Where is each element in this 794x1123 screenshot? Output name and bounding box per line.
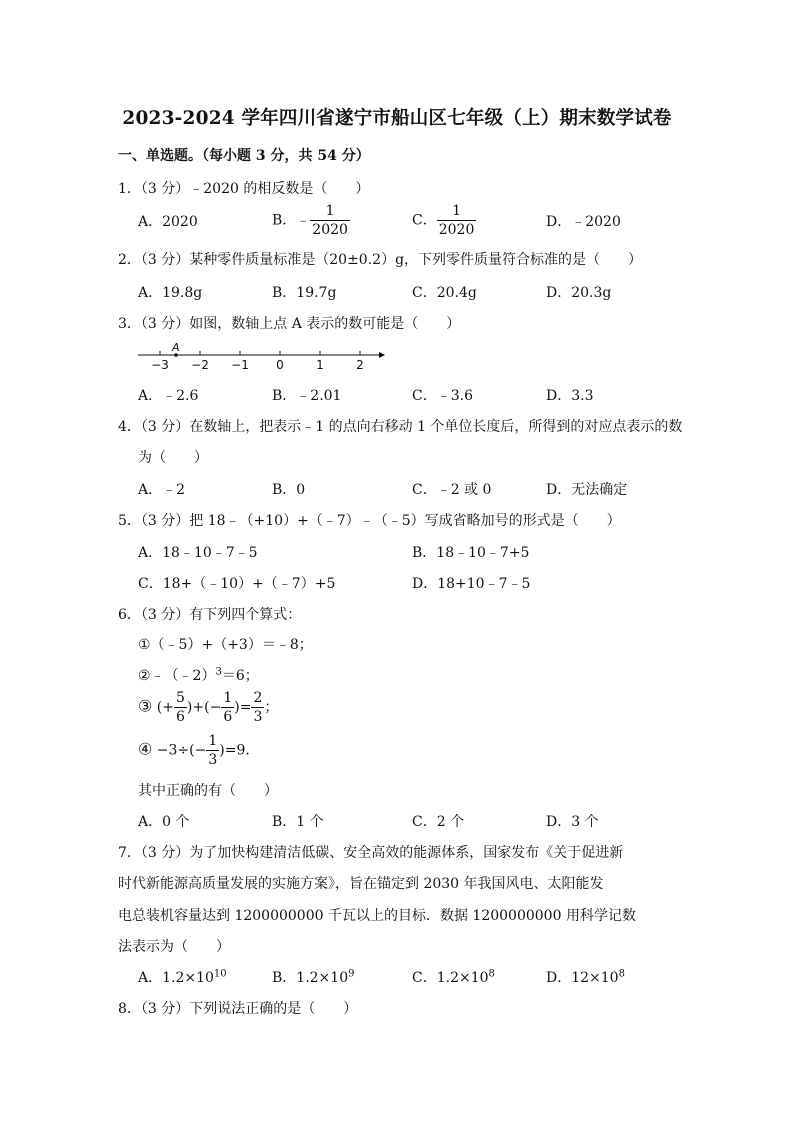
q4-option-a: A．﹣2 bbox=[138, 482, 186, 498]
number-line-tick-label: −1 bbox=[231, 358, 249, 372]
q6-option-b: B．1 个 bbox=[272, 814, 324, 830]
q7-option-b bbox=[272, 967, 354, 987]
q6-f4-prefix: −3÷(− bbox=[156, 742, 207, 759]
q4-option-b: B．0 bbox=[272, 482, 306, 498]
q6-f3-b-den: 6 bbox=[223, 709, 233, 725]
q6-f2-main: ②﹣（﹣2） bbox=[138, 668, 216, 684]
q7-c-base: C．1.2×10 bbox=[412, 970, 489, 986]
question-7-line-2: 时代新能源高质量发展的实施方案》，旨在锚定到 2030 年我国风电、太阳能发 bbox=[118, 876, 604, 892]
q5-option-c: C．18+（﹣10）+（﹣7）+5 bbox=[138, 576, 336, 592]
q1-b-prefix: B．﹣ bbox=[272, 212, 311, 229]
q6-option-d: D．3 个 bbox=[546, 814, 599, 830]
q6-f2-exponent: 3 bbox=[215, 666, 222, 678]
number-line-ticks bbox=[160, 351, 360, 355]
number-line-tick-label: −3 bbox=[151, 358, 169, 372]
q5-option-d: D．18+10﹣7﹣5 bbox=[412, 576, 531, 592]
q2-option-c: C．20.4g bbox=[412, 285, 477, 301]
number-line-tick-label: −2 bbox=[191, 358, 209, 372]
q3-option-c: C．﹣3.6 bbox=[412, 388, 473, 404]
q6-f3-a-den: 6 bbox=[176, 709, 185, 725]
number-line-arrow bbox=[379, 352, 385, 358]
question-4-line-1: 4．（3 分）在数轴上，把表示﹣1 的点向右移动 1 个单位长度后，所得到的对应点表示的数 bbox=[118, 419, 683, 435]
q1-option-a: A．2020 bbox=[138, 214, 198, 230]
q6-f4-fraction bbox=[206, 734, 219, 767]
q1-b-fraction bbox=[310, 204, 350, 237]
q6-f3-fraction-b bbox=[221, 691, 234, 724]
q5-option-a: A．18﹣10﹣7﹣5 bbox=[138, 545, 258, 561]
q6-formula-2 bbox=[138, 665, 259, 685]
number-line-tick-label: 0 bbox=[276, 358, 284, 372]
q3-option-a: A．﹣2.6 bbox=[138, 388, 199, 404]
q6-f3-marker: ③ bbox=[138, 696, 153, 716]
q6-f3-c-den: 3 bbox=[253, 709, 263, 725]
question-7-line-3: 电总装机容量达到 1200000000 千瓦以上的目标．数据 1200000000 用科学记数 bbox=[118, 908, 636, 924]
q1-c-fraction bbox=[437, 204, 477, 237]
q7-option-d bbox=[546, 967, 625, 987]
q1-option-d: D．﹣2020 bbox=[546, 214, 621, 230]
q1-c-prefix: C． bbox=[412, 212, 437, 229]
point-a-label: A bbox=[172, 341, 180, 354]
q6-f3-open: (+ bbox=[156, 699, 174, 716]
q7-b-exp: 9 bbox=[348, 968, 355, 980]
q1-b-denominator: 2020 bbox=[312, 222, 348, 238]
number-line-tick-label: 2 bbox=[356, 358, 364, 372]
q1-b-numerator: 1 bbox=[325, 203, 335, 219]
question-4-line-2: 为（ ） bbox=[138, 450, 208, 466]
question-3: 3．（3 分）如图，数轴上点 A 表示的数可能是（ ） bbox=[118, 316, 461, 332]
q6-f3-c-num: 2 bbox=[253, 690, 263, 706]
q6-formula-1: ①（﹣5）+（+3）＝﹣8； bbox=[138, 637, 313, 653]
question-7-line-4: 法表示为（ ） bbox=[118, 939, 230, 955]
q6-formula-4 bbox=[138, 734, 259, 767]
section-heading: 一、单选题。（每小题 3 分，共 54 分） bbox=[118, 148, 370, 164]
question-1: 1．（3 分）﹣2020 的相反数是（ ） bbox=[118, 181, 370, 197]
q2-option-b: B．19.7g bbox=[272, 285, 337, 301]
q6-f4-marker: ④ bbox=[138, 739, 153, 759]
q7-d-base: D．12×10 bbox=[546, 970, 619, 986]
q4-option-c: C．﹣2 或 0 bbox=[412, 482, 492, 498]
q6-formula-3 bbox=[138, 691, 278, 724]
q6-question: 其中正确的有（ ） bbox=[138, 783, 278, 799]
question-7-line-1: 7．（3 分）为了加快构建清洁低碳、安全高效的能源体系，国家发布《关于促进新 bbox=[118, 845, 624, 861]
q2-option-a: A．19.8g bbox=[138, 285, 203, 301]
q6-f4-end: )=9． bbox=[219, 742, 260, 759]
question-6: 6．（3 分）有下列四个算式： bbox=[118, 607, 302, 623]
q1-option-b bbox=[272, 204, 350, 237]
q1-option-c bbox=[412, 204, 476, 237]
q6-option-a: A．0 个 bbox=[138, 814, 190, 830]
q6-f4-num: 1 bbox=[208, 733, 218, 749]
question-8: 8．（3 分）下列说法正确的是（ ） bbox=[118, 1001, 358, 1017]
q7-a-base: A．1.2×10 bbox=[138, 970, 214, 986]
q6-f3-eq: )= bbox=[234, 699, 252, 716]
q6-f3-fraction-c bbox=[251, 691, 264, 724]
number-line-figure bbox=[135, 338, 390, 372]
number-line-tick-labels bbox=[151, 358, 364, 372]
q7-a-exp: 10 bbox=[213, 968, 227, 980]
q6-f3-end: ； bbox=[264, 699, 279, 716]
q1-c-numerator: 1 bbox=[452, 203, 461, 219]
page-title: 2023-2024 学年四川省遂宁市船山区七年级（上）期末数学试卷 bbox=[122, 108, 672, 129]
q7-option-a bbox=[138, 967, 227, 987]
q4-option-d: D．无法确定 bbox=[546, 482, 628, 498]
q7-b-base: B．1.2×10 bbox=[272, 970, 349, 986]
q7-c-exp: 8 bbox=[488, 968, 495, 980]
q6-f4-den: 3 bbox=[208, 752, 218, 768]
q6-f3-b-num: 1 bbox=[223, 690, 233, 706]
q3-option-b: B．﹣2.01 bbox=[272, 388, 342, 404]
q6-option-c: C．2 个 bbox=[412, 814, 465, 830]
q6-f3-fraction-a bbox=[174, 691, 187, 724]
number-line-tick-label: 1 bbox=[316, 358, 324, 372]
q6-f3-a-num: 5 bbox=[176, 690, 185, 706]
q6-f3-mid: )+(− bbox=[186, 699, 222, 716]
q1-c-denominator: 2020 bbox=[438, 222, 475, 238]
question-5: 5．（3 分）把 18﹣（+10）+（﹣7）﹣（﹣5）写成省略加号的形式是（ ） bbox=[118, 513, 621, 529]
question-2: 2．（3 分）某种零件质量标准是（20±0.2）g，下列零件质量符合标准的是（ ） bbox=[118, 252, 643, 268]
q7-option-c bbox=[412, 967, 495, 987]
q2-option-d: D．20.3g bbox=[546, 285, 612, 301]
q6-f2-tail: ＝6； bbox=[221, 668, 259, 684]
q7-d-exp: 8 bbox=[618, 968, 625, 980]
q3-option-d: D．3.3 bbox=[546, 388, 594, 404]
q5-option-b: B．18﹣10﹣7+5 bbox=[412, 545, 530, 561]
